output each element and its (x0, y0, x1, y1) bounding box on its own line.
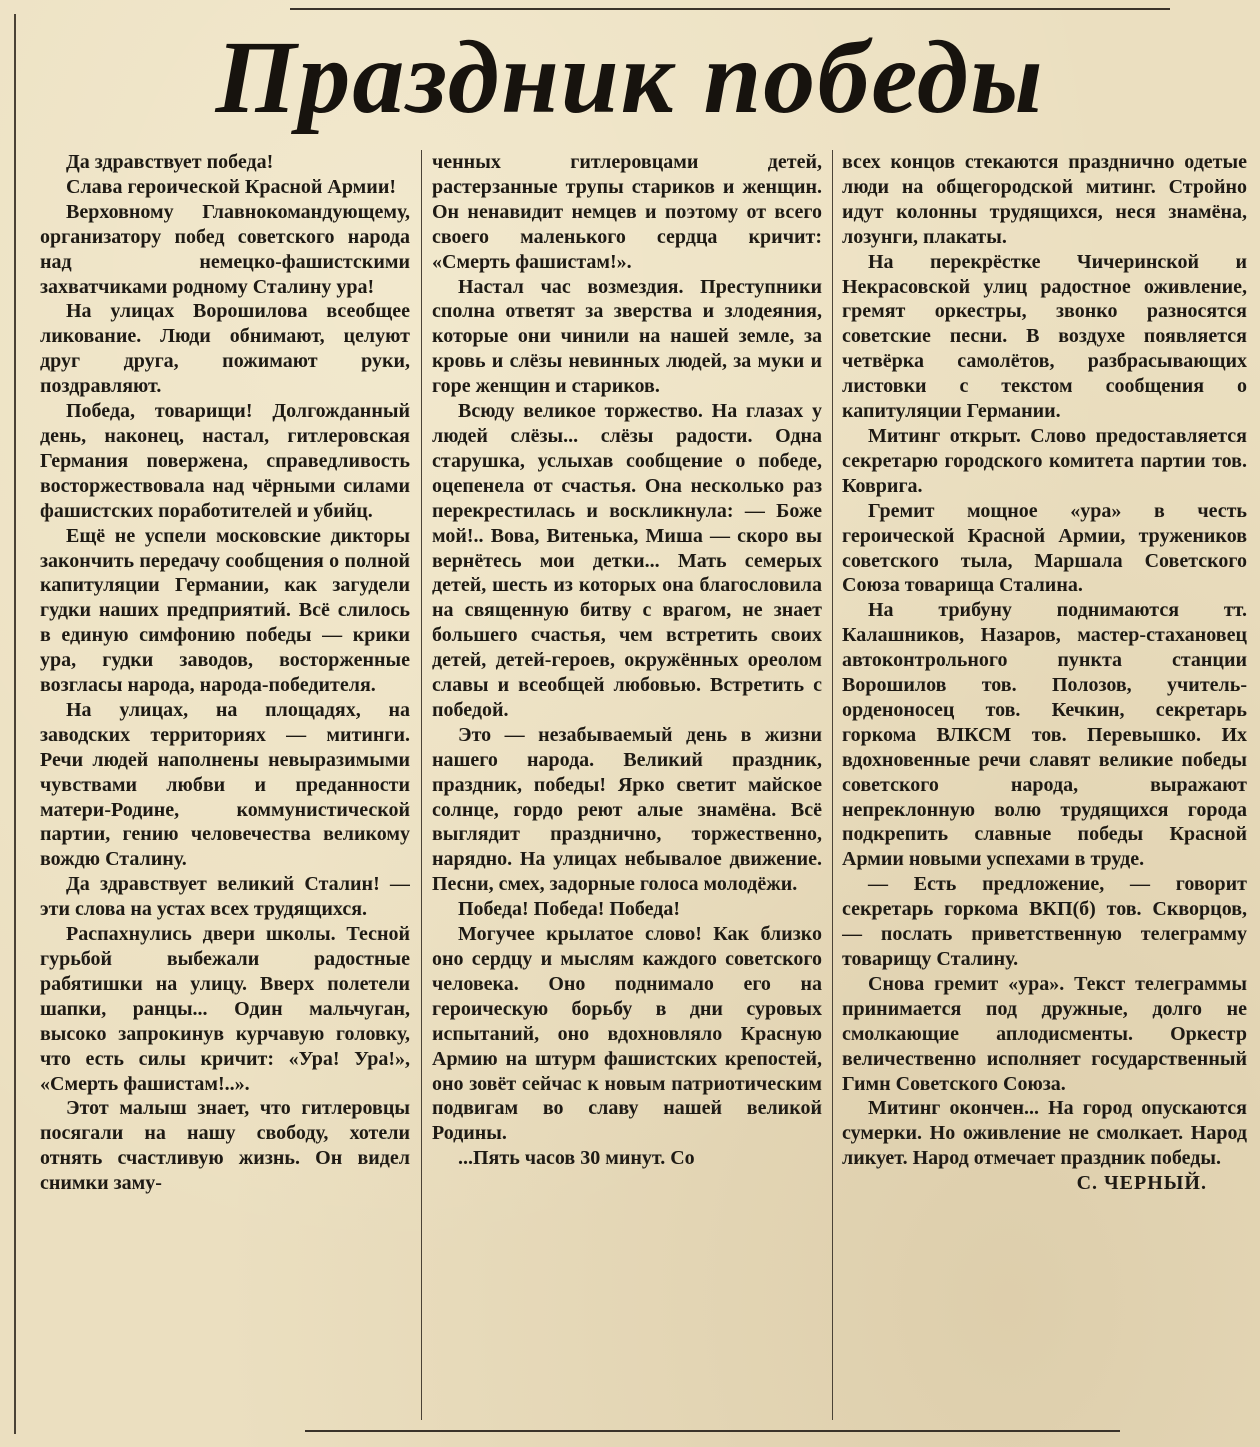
paragraph: Могучее крылатое слово! Как близко оно сердцу и мыслям каждого советского человека. Оно поднимало его на героическую борьбу в дни суровых испытаний, оно вдохновляло Красную Армию на штурм фашистских крепостей, оно зовёт сейчас к новым патриотическим подвигам во славу нашей великой Родины. (432, 923, 822, 1145)
bottom-rule (305, 1430, 1120, 1432)
headline: Праздник победы (215, 20, 1045, 135)
paragraph: Слава героической Красной Армии! (66, 175, 397, 198)
paragraph: Настал час возмездия. Преступники сполна ответят за зверства и злодеяния, которые они чинили на нашей земле, за кровь и слёзы невинных людей, за муки и горе женщин и стариков. (432, 275, 822, 398)
top-rule (290, 8, 1170, 10)
paragraph: Да здравствует великий Сталин! — эти слова на устах всех трудящихся. (40, 873, 410, 921)
paragraph: ...Пять часов 30 минут. Со (458, 1147, 695, 1170)
paragraph: Распахнулись двери школы. Тесной гурьбой выбежали радостные рабятишки на улицу. Вверх полетели шапки, ранцы... Один мальчуган, высоко запрокинув курчавую головку, что есть силы кричит: «Ура! Ура!», «Смерть фашистам!..». (40, 923, 410, 1095)
paragraph: Этот малыш знает, что гитлеровцы посягали на нашу свободу, хотели отнять счастливую жизнь. Он видел снимки заму- (40, 1097, 410, 1195)
left-border-rule (14, 14, 16, 1434)
paragraph: — Есть предложение, — говорит секретарь горкома ВКП(б) тов. Скворцов, — послать приветственную телеграмму товарищу Сталину. (842, 873, 1247, 970)
paragraph: Гремит мощное «ура» в честь героической Красной Армии, тружеников советского тыла, Маршала Советского Союза товарища Сталина. (842, 499, 1247, 597)
column-rule-1 (421, 150, 422, 1420)
paragraph: Верховному Главнокомандующему, организатору побед советского народа над немецко-фашистскими захватчиками родному Сталину ура! (40, 200, 410, 298)
paragraph: Снова гремит «ура». Текст телеграммы принимается под дружные, долго не смолкающие аплодисменты. Оркестр величественно исполняет государственный Гимн Советского Союза. (842, 972, 1247, 1095)
column-rule-2 (832, 150, 833, 1420)
paragraph: Это — незабываемый день в жизни нашего народа. Великий праздник, праздник, победы! Ярко светит майское солнце, гордо реют алые знамёна. Всё выглядит празднично, торжественно, нарядно. На улицах небывалое движение. Песни, смех, задорные голоса молодёжи. (432, 723, 822, 896)
article-column-2 (432, 150, 822, 1425)
paragraph: На перекрёстке Чичеринской и Некрасовской улиц радостное оживление, гремят оркестры, звонко разносятся советские песни. В воздухе появляется четвёрка самолётов, разбрасывающих листовки с текстом сообщения о капитуляции Германии. (842, 250, 1247, 423)
paragraph: На улицах, на площадях, на заводских территориях — митинги. Речи людей наполнены невыразимыми чувствами любви и преданности матери-Родине, коммунистической партии, гению человечества великому вождю Сталину. (40, 698, 410, 871)
paragraph: Ещё не успели московские дикторы закончить передачу сообщения о полной капитуляции Германии, как загудели гудки наших предприятий. Всё слилось в единую симфонию победы — крики ура, гудки заводов, восторженные возгласы народа, народа-победителя. (40, 524, 410, 697)
article-column-1 (40, 150, 410, 1425)
paragraph: Победа, товарищи! Долгожданный день, наконец, настал, гитлеровская Германия повержена, справедливость восторжествовала над чёрными силами фашистских поработителей и убийц. (40, 400, 410, 522)
paragraph: Да здравствует победа! (66, 151, 274, 173)
paragraph: Победа! Победа! Победа! (458, 898, 681, 921)
paragraph: На трибуну поднимаются тт. Калашников, Назаров, мастер-стахановец автоконтрольного пункта станции Ворошилов тов. Полозов, учитель-орденоносец тов. Кечкин, секретарь горкома ВЛКСМ тов. Перевышко. Их вдохновенные речи славят великие победы советского народа, выражают непреклонную волю трудящихся города подкрепить славные победы Красной Армии новыми успехами в труде. (842, 599, 1247, 871)
paragraph: Всюду великое торжество. На глазах у людей слёзы... слёзы радости. Одна старушка, услыхав сообщение о победе, оцепенела от счастья. Она несколько раз перекрестилась и воскликнула: — Боже мой!.. Вова, Витенька, Миша — скоро вы вернётесь мои детки... Мать семерых детей, шесть из которых она благословила на священную битву с врагом, не знает большего счастья, чем встретить своих детей, детей-героев, окружённых ореолом славы и всеобщей любовью. Встретить с победой. (432, 400, 822, 721)
paragraph: всех концов стекаются празднично одетые люди на общегородской митинг. Стройно идут колонны трудящихся, неся знамёна, лозунги, плакаты. (842, 151, 1247, 248)
paragraph: Митинг открыт. Слово предоставляется секретарю городского комитета партии тов. Коврига. (842, 424, 1247, 497)
paragraph: Митинг окончен... На город опускаются сумерки. Но оживление не смолкает. Народ ликует. Народ отмечает праздник победы. (842, 1097, 1247, 1170)
author-signature: С. ЧЕРНЫЙ. (1076, 1172, 1207, 1195)
paragraph: ченных гитлеровцами детей, растерзанные трупы стариков и женщин. Он ненавидит немцев и поэтому от всего своего маленького сердца кричит: «Смерть фашистам!». (432, 151, 822, 273)
article-column-3 (842, 150, 1247, 1425)
paragraph: На улицах Ворошилова всеобщее ликование. Люди обнимают, целуют друг друга, пожимают руки, поздравляют. (40, 300, 410, 398)
